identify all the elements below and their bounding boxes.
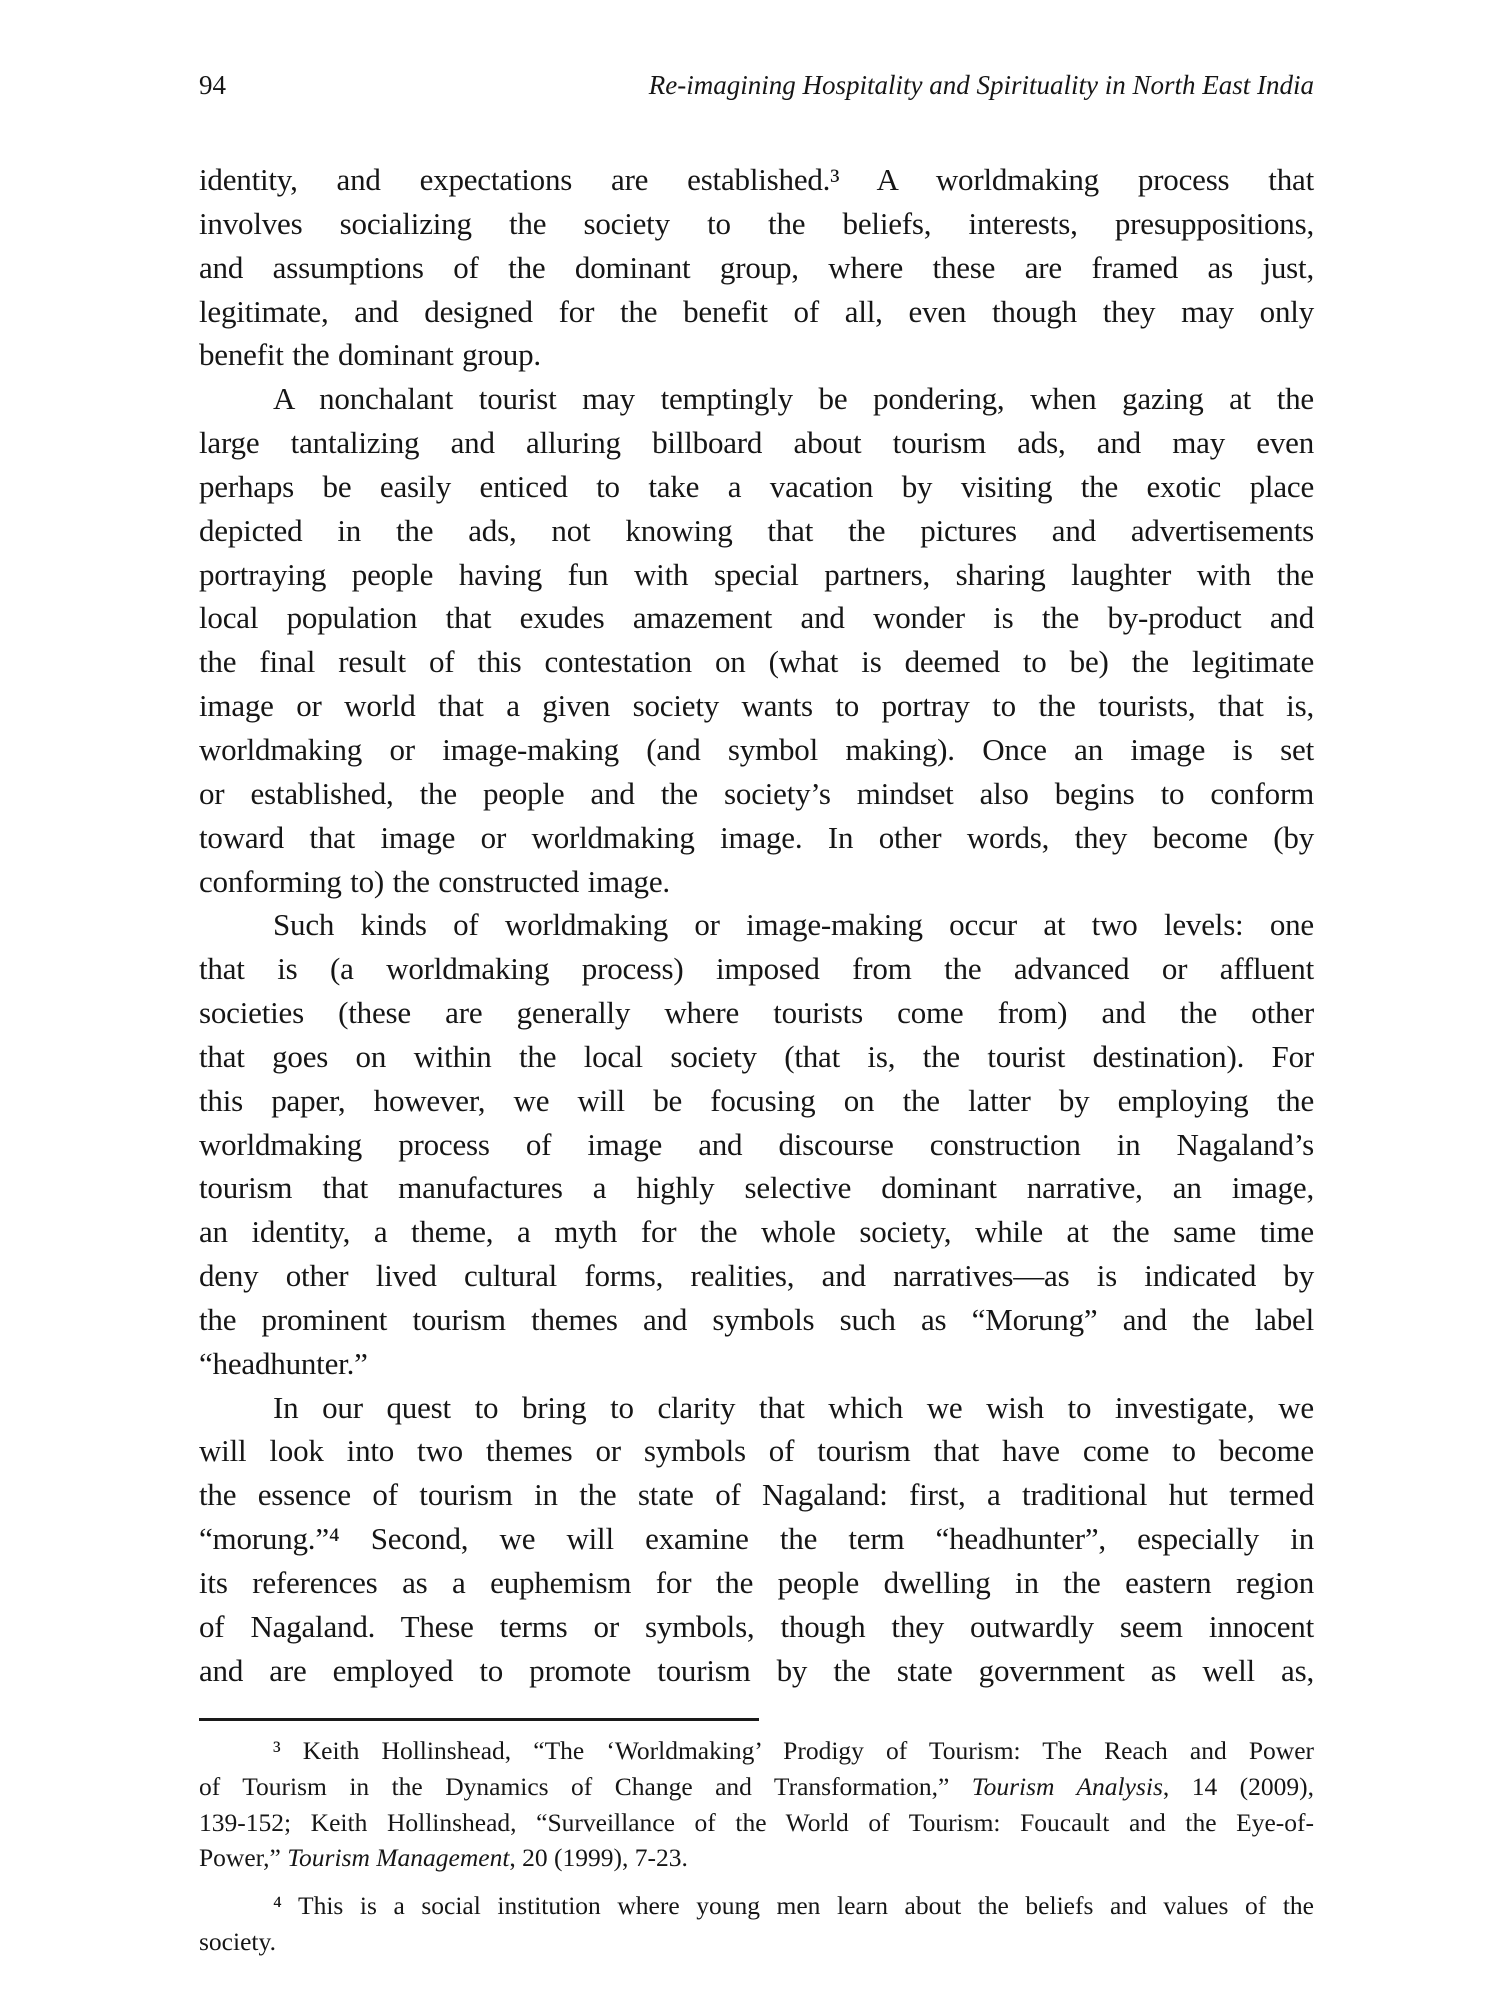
journal-title: Tourism Analysis	[971, 1771, 1163, 1801]
text-line: benefit the dominant group.	[199, 337, 541, 373]
paragraph	[199, 903, 1314, 1385]
text-line: involves socializing the society to the beliefs, interests, presuppositions,	[199, 205, 1314, 241]
paragraph	[199, 158, 1314, 377]
text-line: its references as a euphemism for the people dwelling in the eastern region	[199, 1565, 1314, 1600]
footnote-line	[199, 1733, 1314, 1769]
paragraph	[199, 1386, 1314, 1693]
journal-title: Tourism Management	[287, 1843, 510, 1873]
running-header	[199, 70, 1314, 110]
text-line: this paper, however, we will be focusing on the latter by employing the	[199, 1082, 1314, 1118]
text-line: tourism that manufactures a highly selective dominant narrative, an image,	[199, 1170, 1314, 1206]
text-line: depicted in the ads, not knowing that the pictures and advertisements	[199, 512, 1314, 548]
text-line: In our quest to bring to clarity that which we wish to investigate, we	[273, 1389, 1314, 1425]
footnote-text: , 14 (2009),	[1162, 1771, 1315, 1801]
paragraph	[199, 377, 1314, 903]
text-line: societies (these are generally where tourists come from) and the other	[199, 995, 1314, 1031]
text-line: “headhunter.”	[199, 1345, 368, 1381]
text-line: that goes on within the local society (that is, the tourist destination). For	[199, 1038, 1314, 1074]
footnote-4	[199, 1888, 1314, 1960]
text-line: the prominent tourism themes and symbols such as “Morung” and the label	[199, 1301, 1314, 1337]
text-line: an identity, a theme, a myth for the whole society, while at the same time	[199, 1214, 1314, 1250]
footnotes	[199, 1733, 1314, 1972]
footnote-text: , 20 (1999), 7-23.	[509, 1843, 688, 1873]
text-line: and are employed to promote tourism by the state government as well as,	[199, 1652, 1314, 1688]
footnote-text: ⁴ This is a social institution where young men learn about the beliefs and values of the	[273, 1891, 1314, 1921]
footnote-3	[199, 1733, 1314, 1876]
footnote-separator	[199, 1718, 759, 1721]
footnote-text: of Tourism in the Dynamics of Change and Transformation,”	[199, 1771, 972, 1801]
text-line: local population that exudes amazement and wonder is the by-product and	[199, 600, 1314, 636]
body-text	[199, 158, 1314, 1693]
footnote-text: 139-152; Keith Hollinshead, “Surveillance of the World of Tourism: Foucault and the Eye-of-	[199, 1807, 1314, 1837]
text-line: the final result of this contestation on (what is deemed to be) the legitimate	[199, 644, 1314, 680]
page-number: 94	[199, 70, 226, 100]
text-line: identity, and expectations are established.³ A worldmaking process that	[199, 162, 1314, 197]
text-line: conforming to) the constructed image.	[199, 863, 670, 899]
text-line: will look into two themes or symbols of tourism that have come to become	[199, 1433, 1314, 1469]
footnote-text: ³ Keith Hollinshead, “The ‘Worldmaking’ Prodigy of Tourism: The Reach and Power	[273, 1736, 1314, 1765]
footnote-line	[199, 1805, 1314, 1841]
text-line: portraying people having fun with special partners, sharing laughter with the	[199, 556, 1314, 592]
text-line: “morung.”⁴ Second, we will examine the term “headhunter”, especially in	[199, 1521, 1314, 1557]
footnote-text: society.	[199, 1926, 276, 1956]
running-title: Re-imagining Hospitality and Spirituality in North East India	[648, 70, 1314, 100]
text-line: or established, the people and the society’s mindset also begins to conform	[199, 775, 1314, 811]
footnote-line	[199, 1888, 1314, 1924]
text-line: deny other lived cultural forms, realities, and narratives—as is indicated by	[199, 1258, 1314, 1294]
text-line: and assumptions of the dominant group, where these are framed as just,	[199, 249, 1314, 285]
text-line: image or world that a given society wants to portray to the tourists, that is,	[199, 688, 1314, 724]
text-line: of Nagaland. These terms or symbols, though they outwardly seem innocent	[199, 1608, 1314, 1644]
text-line: toward that image or worldmaking image. In other words, they become (by	[199, 819, 1314, 855]
text-line: A nonchalant tourist may temptingly be pondering, when gazing at the	[273, 381, 1314, 417]
footnote-line	[199, 1924, 1314, 1960]
text-line: large tantalizing and alluring billboard about tourism ads, and may even	[199, 425, 1314, 461]
footnote-line	[199, 1769, 1314, 1805]
text-line: worldmaking or image-making (and symbol making). Once an image is set	[199, 731, 1314, 767]
text-line: legitimate, and designed for the benefit of all, even though they may only	[199, 293, 1314, 329]
text-line: Such kinds of worldmaking or image-making occur at two levels: one	[273, 907, 1314, 943]
text-line: worldmaking process of image and discourse construction in Nagaland’s	[199, 1126, 1314, 1162]
text-line: that is (a worldmaking process) imposed from the advanced or affluent	[199, 951, 1314, 987]
footnote-line	[199, 1840, 1314, 1876]
footnote-text: Power,”	[199, 1843, 288, 1873]
text-line: the essence of tourism in the state of Nagaland: first, a traditional hut termed	[199, 1477, 1314, 1513]
text-line: perhaps be easily enticed to take a vacation by visiting the exotic place	[199, 468, 1314, 504]
